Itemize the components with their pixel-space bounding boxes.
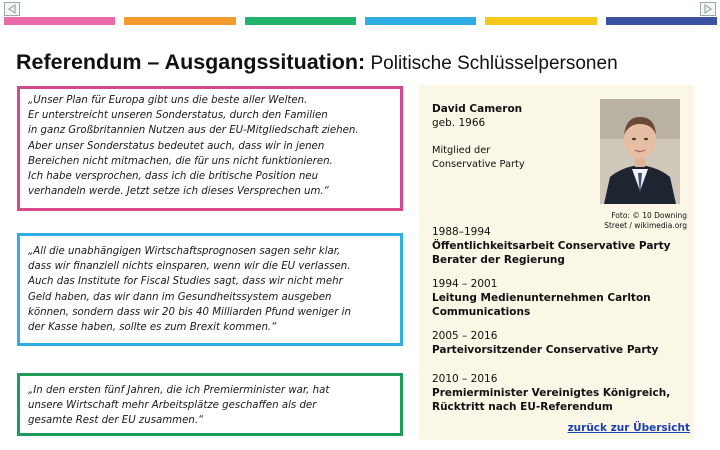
quote-box-1: „Unser Plan für Europa gibt uns die beste aller Welten. Er unterstreicht unseren Sonderstatus, durch den Familien in ganz Großbritannien Nutzen aus der EU-Mitgliedschaft ziehen. Aber unser Sonderstatus bedeutet auch, dass wir in jenen Bereichen nicht mitmachen, die für uns nicht funktionieren. Ich habe versprochen, dass ich die britische Position neu verhandeln werde. Jetzt setze ich dieses Versprechen um.“ xyxy=(17,86,403,211)
career-role-1: Öffentlichkeitsarbeit Conservative Party Berater der Regierung xyxy=(432,240,671,266)
previous-slide-button[interactable] xyxy=(4,2,20,16)
next-slide-button[interactable] xyxy=(700,2,716,16)
photo-credit: Foto: © 10 Downing Street / wikimedia.org xyxy=(604,211,687,230)
right-arrow-icon xyxy=(703,4,713,14)
page-title-main: Referendum – Ausgangssituation: xyxy=(16,50,366,74)
color-bar xyxy=(485,17,596,25)
portrait-photo xyxy=(600,99,680,204)
color-bar xyxy=(124,17,235,25)
color-bar xyxy=(4,17,115,25)
profile-name: David Cameron xyxy=(432,103,523,115)
profile-panel xyxy=(419,85,694,440)
page-title-sub: Politische Schlüsselpersonen xyxy=(365,53,618,74)
left-arrow-icon xyxy=(7,4,17,14)
back-to-overview-link[interactable]: zurück zur Übersicht xyxy=(567,422,690,434)
page-title xyxy=(16,50,618,75)
quote-box-3: „In den ersten fünf Jahren, die ich Premierminister war, hat unsere Wirtschaft mehr Arbeitsplätze geschaffen als der gesamte Rest der EU zusammen.“ xyxy=(17,373,403,436)
portrait-image xyxy=(600,99,680,204)
color-bar xyxy=(245,17,356,25)
career-years-4: 2010 – 2016 xyxy=(432,373,498,385)
career-years-3: 2005 – 2016 xyxy=(432,330,498,342)
color-stripe xyxy=(4,17,717,25)
color-bar xyxy=(606,17,717,25)
quote-box-2: „All die unabhängigen Wirtschaftsprognosen sagen sehr klar, dass wir finanziell nichts einsparen, wenn wir die EU verlassen. Auch das Institute for Fiscal Studies sagt, dass wir nicht mehr Geld haben, das wir dann im Gesundheitssystem ausgeben können, sondern dass wir 20 bis 40 Milliarden Pfund weniger in der Kasse haben, sollte es zum Brexit kommen.“ xyxy=(17,233,403,346)
career-role-2: Leitung Medienunternehmen Carlton Communications xyxy=(432,292,651,318)
career-years-2: 1994 – 2001 xyxy=(432,278,498,290)
profile-birth: geb. 1966 xyxy=(432,117,486,129)
profile-membership: Mitglied der Conservative Party xyxy=(432,145,525,170)
career-role-4: Premierminister Vereinigtes Königreich, Rücktritt nach EU-Referendum xyxy=(432,387,671,413)
career-role-3: Parteivorsitzender Conservative Party xyxy=(432,344,659,356)
color-bar xyxy=(365,17,476,25)
career-years-1: 1988–1994 xyxy=(432,226,491,238)
